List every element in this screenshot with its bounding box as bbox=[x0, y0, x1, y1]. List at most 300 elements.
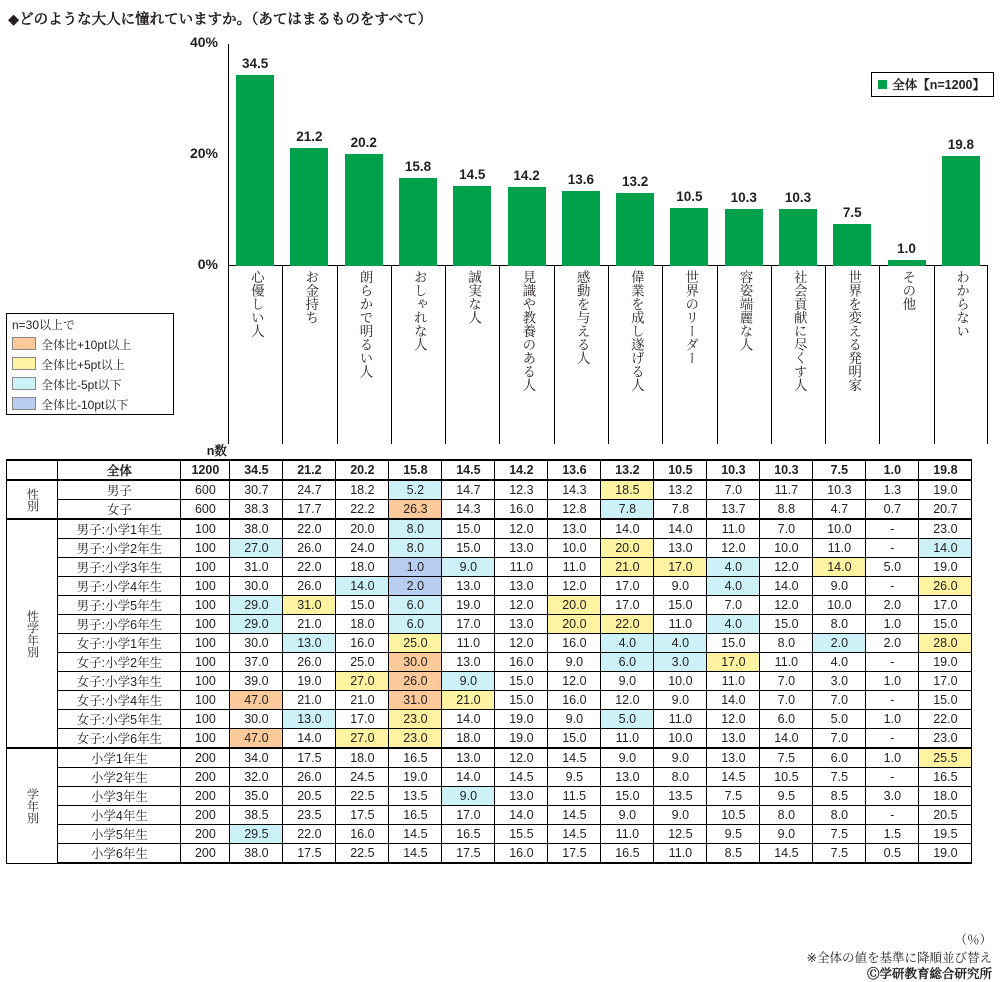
row-label: 男子 bbox=[58, 480, 181, 500]
table-cell: 39.0 bbox=[230, 672, 283, 691]
table-cell: 14.0 bbox=[601, 519, 654, 539]
table-cell: 14.5 bbox=[442, 460, 495, 480]
table-cell: 20.2 bbox=[336, 460, 389, 480]
table-cell: 10.3 bbox=[707, 460, 760, 480]
table-cell: 20.0 bbox=[336, 519, 389, 539]
table-cell: 19.0 bbox=[495, 710, 548, 729]
row-n-value: 200 bbox=[181, 844, 230, 864]
table-cell: 14.0 bbox=[283, 729, 336, 749]
key-label-plus5: 全体比+5pt以上 bbox=[41, 358, 125, 372]
table-cell: 10.3 bbox=[760, 460, 813, 480]
key-item-plus5 bbox=[7, 354, 173, 374]
table-cell: 29.0 bbox=[230, 615, 283, 634]
table-cell: 14.0 bbox=[760, 729, 813, 749]
row-label: 女子:小学4年生 bbox=[58, 691, 181, 710]
bar-chart bbox=[0, 34, 1000, 272]
table-cell: 16.0 bbox=[495, 653, 548, 672]
table-cell: 12.0 bbox=[495, 634, 548, 653]
table-cell: 38.5 bbox=[230, 806, 283, 825]
table-cell: 20.5 bbox=[919, 806, 972, 825]
table-cell: 4.0 bbox=[707, 558, 760, 577]
table-cell: 15.0 bbox=[495, 672, 548, 691]
table-row bbox=[7, 500, 972, 520]
table-cell: 10.0 bbox=[654, 729, 707, 749]
table-cell: 22.0 bbox=[601, 615, 654, 634]
table-cell: - bbox=[866, 806, 919, 825]
table-cell: 12.0 bbox=[760, 596, 813, 615]
table-cell: 17.0 bbox=[707, 653, 760, 672]
header-spacer bbox=[442, 441, 495, 460]
table-cell: 20.0 bbox=[548, 596, 601, 615]
table-cell: 8.5 bbox=[707, 844, 760, 864]
table-cell: - bbox=[866, 577, 919, 596]
table-cell: 27.0 bbox=[336, 672, 389, 691]
header-spacer bbox=[866, 441, 919, 460]
table-cell: 12.3 bbox=[495, 480, 548, 500]
table-cell: 12.0 bbox=[495, 519, 548, 539]
chart-bar bbox=[670, 208, 708, 266]
color-key-box bbox=[6, 313, 174, 415]
table-cell: 12.0 bbox=[495, 748, 548, 768]
table-cell: 15.0 bbox=[442, 539, 495, 558]
table-cell: 12.5 bbox=[654, 825, 707, 844]
header-spacer bbox=[283, 441, 336, 460]
table-cell: 13.5 bbox=[654, 787, 707, 806]
table-cell: 1.0 bbox=[866, 460, 919, 480]
table-cell: 9.0 bbox=[601, 806, 654, 825]
table-cell: 12.0 bbox=[495, 596, 548, 615]
table-cell: 5.0 bbox=[601, 710, 654, 729]
chart-bar bbox=[399, 178, 437, 266]
table-cell: 24.5 bbox=[336, 768, 389, 787]
table-cell: 2.0 bbox=[866, 596, 919, 615]
category-label-cell bbox=[771, 266, 825, 444]
bar-value-label: 14.2 bbox=[513, 168, 540, 184]
table-cell: 13.0 bbox=[495, 615, 548, 634]
category-label: 偉業を成し遂げる人 bbox=[628, 270, 644, 392]
table-cell: - bbox=[866, 729, 919, 749]
table-cell: 9.0 bbox=[442, 787, 495, 806]
table-cell: 17.5 bbox=[442, 844, 495, 864]
table-cell: 4.0 bbox=[654, 634, 707, 653]
table-cell: - bbox=[866, 768, 919, 787]
row-n-value: 200 bbox=[181, 768, 230, 787]
table-cell: 21.0 bbox=[601, 558, 654, 577]
table-cell: 9.0 bbox=[601, 748, 654, 768]
table-cell: 4.0 bbox=[813, 653, 866, 672]
table-cell: 9.0 bbox=[654, 748, 707, 768]
bar-value-label: 13.6 bbox=[567, 171, 594, 187]
table-cell: 38.0 bbox=[230, 844, 283, 864]
row-label: 男子:小学6年生 bbox=[58, 615, 181, 634]
table-cell: 14.3 bbox=[442, 500, 495, 520]
header-spacer bbox=[548, 441, 601, 460]
row-label: 女子:小学3年生 bbox=[58, 672, 181, 691]
row-n-value: 100 bbox=[181, 596, 230, 615]
table-cell: 15.0 bbox=[548, 729, 601, 749]
category-label: その他 bbox=[900, 270, 916, 311]
table-cell: 12.0 bbox=[548, 672, 601, 691]
category-label-cell bbox=[717, 266, 771, 444]
table-cell: 5.0 bbox=[866, 558, 919, 577]
bar-value-label: 19.8 bbox=[947, 137, 974, 153]
header-spacer bbox=[813, 441, 866, 460]
table-cell: 17.5 bbox=[283, 748, 336, 768]
table-cell: 4.0 bbox=[707, 577, 760, 596]
row-n-value: 100 bbox=[181, 710, 230, 729]
table-cell: 2.0 bbox=[813, 634, 866, 653]
row-group-text: 性学年別 bbox=[25, 609, 40, 658]
row-n-value: 100 bbox=[181, 577, 230, 596]
bar-value-label: 1.0 bbox=[897, 241, 916, 257]
table-cell: 20.7 bbox=[919, 500, 972, 520]
header-spacer bbox=[654, 441, 707, 460]
header-blank bbox=[7, 441, 181, 460]
table-cell: 7.8 bbox=[654, 500, 707, 520]
table-cell: 17.0 bbox=[654, 558, 707, 577]
row-n-value: 100 bbox=[181, 634, 230, 653]
table-cell: 1.0 bbox=[866, 710, 919, 729]
table-cell: 34.0 bbox=[230, 748, 283, 768]
table-cell: 7.0 bbox=[760, 519, 813, 539]
category-label: 見識や教養のある人 bbox=[520, 270, 536, 392]
table-cell: 11.7 bbox=[760, 480, 813, 500]
header-spacer bbox=[495, 441, 548, 460]
chart-bar bbox=[236, 75, 274, 266]
row-label: 全体 bbox=[58, 460, 181, 480]
table-row bbox=[7, 729, 972, 749]
table-cell: 7.0 bbox=[707, 596, 760, 615]
table-cell: 18.0 bbox=[442, 729, 495, 749]
table-cell: 25.0 bbox=[389, 634, 442, 653]
table-cell: 47.0 bbox=[230, 691, 283, 710]
category-label-cell bbox=[337, 266, 391, 444]
category-label-cell bbox=[391, 266, 445, 444]
unit-label: （％） bbox=[954, 933, 992, 947]
table-cell: 2.0 bbox=[389, 577, 442, 596]
table-cell: 18.5 bbox=[601, 480, 654, 500]
key-label-minus5: 全体比-5pt以下 bbox=[41, 378, 122, 392]
table-cell: 31.0 bbox=[230, 558, 283, 577]
table-cell: 17.5 bbox=[283, 844, 336, 864]
table-cell: 16.0 bbox=[548, 691, 601, 710]
table-cell: 11.0 bbox=[707, 519, 760, 539]
table-cell: 9.0 bbox=[654, 691, 707, 710]
table-cell: 30.0 bbox=[230, 710, 283, 729]
table-cell: 11.0 bbox=[707, 672, 760, 691]
table-cell: 7.0 bbox=[760, 691, 813, 710]
key-item-minus10 bbox=[7, 394, 173, 414]
table-cell: 23.0 bbox=[919, 729, 972, 749]
category-label: 世界のリーダー bbox=[683, 270, 699, 365]
table-cell: 21.0 bbox=[336, 691, 389, 710]
bar-value-label: 10.3 bbox=[730, 189, 757, 205]
table-cell: 19.0 bbox=[919, 653, 972, 672]
table-cell: 7.5 bbox=[760, 748, 813, 768]
table-cell: 32.0 bbox=[230, 768, 283, 787]
row-group-label bbox=[7, 460, 58, 480]
table-cell: 23.0 bbox=[389, 710, 442, 729]
table-cell: 19.0 bbox=[495, 729, 548, 749]
table-cell: 11.5 bbox=[548, 787, 601, 806]
table-cell: 8.5 bbox=[813, 787, 866, 806]
table-cell: 16.0 bbox=[336, 825, 389, 844]
table-cell: 17.0 bbox=[336, 710, 389, 729]
header-spacer bbox=[336, 441, 389, 460]
chart-bar bbox=[453, 186, 491, 266]
table-cell: 11.0 bbox=[495, 558, 548, 577]
table-cell: 12.0 bbox=[601, 691, 654, 710]
category-label: 誠実な人 bbox=[466, 270, 482, 324]
table-cell: 14.0 bbox=[760, 577, 813, 596]
table-cell: 15.0 bbox=[442, 519, 495, 539]
bar-value-label: 13.2 bbox=[622, 173, 649, 189]
table-cell: 38.3 bbox=[230, 500, 283, 520]
table-cell: 14.3 bbox=[548, 480, 601, 500]
table-cell: 23.5 bbox=[283, 806, 336, 825]
table-cell: 7.0 bbox=[760, 672, 813, 691]
table-cell: 10.5 bbox=[707, 806, 760, 825]
chart-bar bbox=[725, 209, 763, 266]
table-cell: 9.0 bbox=[442, 558, 495, 577]
table-row bbox=[7, 787, 972, 806]
table-cell: 13.0 bbox=[548, 519, 601, 539]
bar-value-label: 7.5 bbox=[842, 205, 862, 221]
table-cell: 10.0 bbox=[760, 539, 813, 558]
table-cell: 15.8 bbox=[389, 460, 442, 480]
category-label-cell bbox=[662, 266, 716, 444]
table-cell: 16.5 bbox=[601, 844, 654, 864]
table-row bbox=[7, 539, 972, 558]
header-spacer bbox=[601, 441, 654, 460]
table-cell: 3.0 bbox=[813, 672, 866, 691]
table-cell: 16.0 bbox=[336, 634, 389, 653]
table-cell: - bbox=[866, 653, 919, 672]
table-row bbox=[7, 825, 972, 844]
table-cell: 22.0 bbox=[283, 558, 336, 577]
row-label: 女子:小学1年生 bbox=[58, 634, 181, 653]
table-cell: 15.0 bbox=[601, 787, 654, 806]
table-cell: 21.0 bbox=[442, 691, 495, 710]
table-cell: 24.7 bbox=[283, 480, 336, 500]
chart-bar bbox=[345, 154, 383, 266]
y-axis-tick: 0% bbox=[197, 256, 218, 272]
table-cell: 17.0 bbox=[601, 577, 654, 596]
table-cell: 26.0 bbox=[919, 577, 972, 596]
table-cell: - bbox=[866, 539, 919, 558]
table-cell: 6.0 bbox=[813, 748, 866, 768]
table-cell: 4.7 bbox=[813, 500, 866, 520]
table-cell: 17.0 bbox=[601, 596, 654, 615]
category-label: お金持ち bbox=[303, 270, 319, 324]
table-cell: 17.0 bbox=[919, 672, 972, 691]
table-cell: 7.5 bbox=[813, 460, 866, 480]
chart-bar bbox=[942, 156, 980, 266]
row-group-text: 性別 bbox=[25, 487, 40, 512]
table-cell: 10.0 bbox=[813, 596, 866, 615]
table-cell: 21.0 bbox=[283, 691, 336, 710]
table-cell: 19.0 bbox=[389, 768, 442, 787]
row-label: 女子 bbox=[58, 500, 181, 520]
table-cell: 20.5 bbox=[283, 787, 336, 806]
data-table bbox=[6, 441, 972, 864]
table-cell: 22.0 bbox=[283, 519, 336, 539]
table-cell: 10.0 bbox=[813, 519, 866, 539]
table-cell: 11.0 bbox=[601, 825, 654, 844]
table-cell: 9.5 bbox=[760, 787, 813, 806]
category-label-cell bbox=[499, 266, 553, 444]
table-row bbox=[7, 615, 972, 634]
table-cell: 16.5 bbox=[389, 748, 442, 768]
category-label-cell bbox=[825, 266, 879, 444]
row-n-value: 600 bbox=[181, 500, 230, 520]
table-cell: 12.0 bbox=[760, 558, 813, 577]
bar-value-label: 10.5 bbox=[676, 188, 703, 204]
table-cell: 29.0 bbox=[230, 596, 283, 615]
chart-bar bbox=[290, 148, 328, 266]
table-cell: 20.0 bbox=[548, 615, 601, 634]
table-cell: 9.0 bbox=[601, 672, 654, 691]
row-n-value: 100 bbox=[181, 672, 230, 691]
table-cell: 13.0 bbox=[707, 748, 760, 768]
row-label: 女子:小学2年生 bbox=[58, 653, 181, 672]
table-cell: 28.0 bbox=[919, 634, 972, 653]
table-cell: 4.0 bbox=[707, 615, 760, 634]
key-swatch-minus10 bbox=[12, 397, 36, 410]
header-spacer bbox=[919, 441, 972, 460]
table-cell: 13.2 bbox=[601, 460, 654, 480]
table-cell: 19.0 bbox=[919, 480, 972, 500]
table-cell: 15.0 bbox=[336, 596, 389, 615]
table-cell: 13.0 bbox=[654, 539, 707, 558]
table-cell: 31.0 bbox=[389, 691, 442, 710]
category-label: 容姿端麗な人 bbox=[737, 270, 753, 351]
table-cell: 16.0 bbox=[548, 634, 601, 653]
table-cell: 13.0 bbox=[442, 748, 495, 768]
y-axis bbox=[228, 44, 229, 266]
table-row bbox=[7, 806, 972, 825]
key-label-plus10: 全体比+10pt以上 bbox=[41, 338, 132, 352]
table-row bbox=[7, 634, 972, 653]
table-cell: 1.0 bbox=[866, 615, 919, 634]
chart-legend bbox=[871, 72, 994, 97]
table-cell: 19.8 bbox=[919, 460, 972, 480]
table-cell: 8.0 bbox=[389, 539, 442, 558]
table-cell: 10.0 bbox=[548, 539, 601, 558]
bar-value-label: 15.8 bbox=[404, 159, 432, 175]
row-n-value: 100 bbox=[181, 558, 230, 577]
table-cell: 9.5 bbox=[548, 768, 601, 787]
table-cell: 14.7 bbox=[442, 480, 495, 500]
n-header: n数 bbox=[206, 444, 227, 458]
table-row bbox=[7, 480, 972, 500]
table-cell: 14.5 bbox=[389, 844, 442, 864]
bar-value-label: 21.2 bbox=[296, 129, 323, 145]
table-cell: 11.0 bbox=[548, 558, 601, 577]
table-cell: 2.0 bbox=[866, 634, 919, 653]
table-cell: 11.0 bbox=[654, 710, 707, 729]
copyright: Ⓒ学研教育総合研究所 bbox=[866, 967, 992, 981]
table-cell: 13.6 bbox=[548, 460, 601, 480]
table-row bbox=[7, 710, 972, 729]
category-label: 社会貢献に尽くす人 bbox=[791, 270, 807, 392]
table-cell: 15.0 bbox=[495, 691, 548, 710]
table-cell: 17.7 bbox=[283, 500, 336, 520]
row-n-value: 100 bbox=[181, 539, 230, 558]
sort-note: ※全体の値を基準に降順並び替え bbox=[806, 951, 992, 965]
table-cell: 26.3 bbox=[389, 500, 442, 520]
row-n-value: 200 bbox=[181, 825, 230, 844]
table-cell: 5.2 bbox=[389, 480, 442, 500]
row-label: 小学5年生 bbox=[58, 825, 181, 844]
key-item-minus5 bbox=[7, 374, 173, 394]
table-cell: 14.0 bbox=[654, 519, 707, 539]
table-cell: 14.0 bbox=[707, 691, 760, 710]
table-cell: 15.0 bbox=[654, 596, 707, 615]
table-row bbox=[7, 748, 972, 768]
table-cell: 22.5 bbox=[336, 844, 389, 864]
table-cell: 1.0 bbox=[389, 558, 442, 577]
row-group-label bbox=[7, 519, 58, 748]
row-label: 女子:小学6年生 bbox=[58, 729, 181, 749]
table-cell: 29.5 bbox=[230, 825, 283, 844]
table-cell: 26.0 bbox=[283, 653, 336, 672]
row-label: 男子:小学3年生 bbox=[58, 558, 181, 577]
table-cell: 9.5 bbox=[707, 825, 760, 844]
table-cell: 7.5 bbox=[813, 844, 866, 864]
table-cell: - bbox=[866, 519, 919, 539]
key-swatch-plus10 bbox=[12, 337, 36, 350]
table-cell: 14.0 bbox=[919, 539, 972, 558]
table-cell: 13.0 bbox=[442, 653, 495, 672]
table-cell: 19.0 bbox=[283, 672, 336, 691]
category-label: 心優しい人 bbox=[248, 270, 264, 338]
table-cell: 24.0 bbox=[336, 539, 389, 558]
key-swatch-plus5 bbox=[12, 357, 36, 370]
table-row bbox=[7, 768, 972, 787]
table-cell: 19.0 bbox=[442, 596, 495, 615]
row-label: 小学6年生 bbox=[58, 844, 181, 864]
table-cell: 17.0 bbox=[442, 806, 495, 825]
table-cell: 6.0 bbox=[389, 615, 442, 634]
table-cell: 13.0 bbox=[495, 787, 548, 806]
table-cell: 12.0 bbox=[707, 539, 760, 558]
table-cell: 14.5 bbox=[707, 768, 760, 787]
table-cell: 13.0 bbox=[495, 577, 548, 596]
chart-bar bbox=[508, 187, 546, 266]
table-cell: 21.2 bbox=[283, 460, 336, 480]
legend-swatch bbox=[878, 80, 887, 89]
table-row bbox=[7, 653, 972, 672]
row-label: 小学1年生 bbox=[58, 748, 181, 768]
table-cell: 17.0 bbox=[919, 596, 972, 615]
table-cell: 13.5 bbox=[389, 787, 442, 806]
table-cell: 25.0 bbox=[336, 653, 389, 672]
table-cell: 38.0 bbox=[230, 519, 283, 539]
table-row bbox=[7, 596, 972, 615]
table-cell: 18.0 bbox=[336, 558, 389, 577]
table-cell: 18.0 bbox=[919, 787, 972, 806]
table-cell: 4.0 bbox=[601, 634, 654, 653]
bar-value-label: 10.3 bbox=[784, 189, 812, 205]
table-cell: 47.0 bbox=[230, 729, 283, 749]
category-label: 朗らかで明るい人 bbox=[357, 270, 373, 378]
table-cell: 26.0 bbox=[389, 672, 442, 691]
table-cell: 9.0 bbox=[654, 806, 707, 825]
table-cell: 27.0 bbox=[336, 729, 389, 749]
key-item-plus10 bbox=[7, 334, 173, 354]
table-header-row bbox=[7, 441, 972, 460]
